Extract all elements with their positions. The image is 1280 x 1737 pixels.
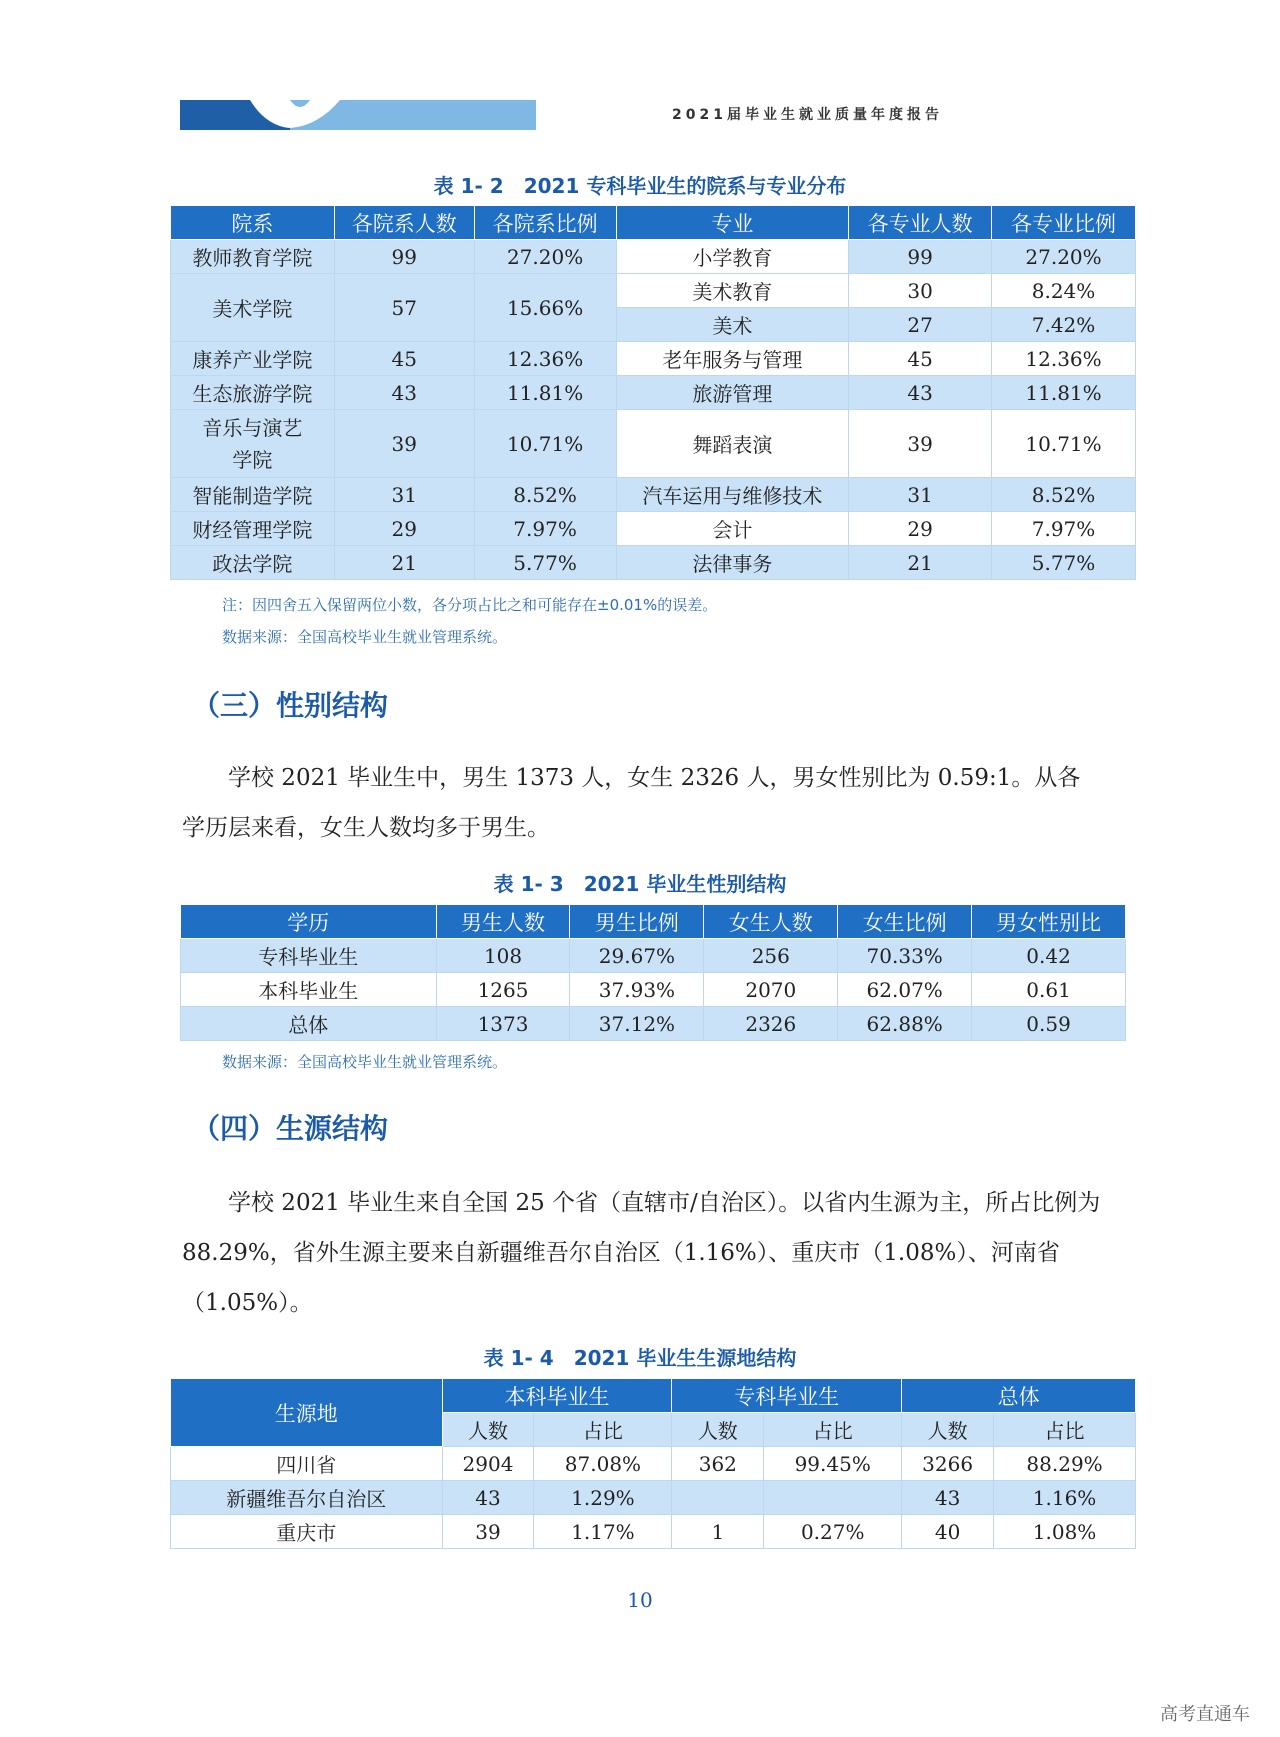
dept-ratio-cell: 7.97% <box>474 512 616 546</box>
table-cell: 3266 <box>902 1447 994 1481</box>
table-row <box>171 274 1136 308</box>
column-header: 生源地 <box>171 1379 443 1447</box>
table-cell: 0.42 <box>972 939 1126 973</box>
table-cell: 88.29% <box>994 1447 1136 1481</box>
column-header: 男生人数 <box>436 905 570 939</box>
section-heading-origin: （四）生源结构 <box>192 1112 389 1145</box>
major-ratio-cell: 8.24% <box>992 274 1136 308</box>
sub-header: 人数 <box>902 1413 994 1447</box>
table-cell: 1.16% <box>994 1481 1136 1515</box>
table-cell: 四川省 <box>171 1447 443 1481</box>
section-heading-gender: （三）性别结构 <box>192 689 389 722</box>
dept-ratio-cell: 10.71% <box>474 410 616 478</box>
column-header: 女生人数 <box>704 905 838 939</box>
table-1-4 <box>170 1378 1136 1549</box>
column-header: 专业 <box>616 206 849 240</box>
table-row <box>171 240 1136 274</box>
table-cell: 1.29% <box>534 1481 672 1515</box>
table-header-row <box>181 905 1126 939</box>
table-cell: 重庆市 <box>171 1515 443 1549</box>
major-count-cell: 45 <box>849 342 992 376</box>
table-header-row <box>171 206 1136 240</box>
major-cell: 美术 <box>616 308 849 342</box>
major-cell: 老年服务与管理 <box>616 342 849 376</box>
major-ratio-cell: 10.71% <box>992 410 1136 478</box>
table-row <box>171 376 1136 410</box>
major-ratio-cell: 7.97% <box>992 512 1136 546</box>
column-header: 男生比例 <box>570 905 704 939</box>
table-cell: 62.88% <box>838 1007 972 1041</box>
table-1-2-note: 注：因四舍五入保留两位小数，各分项占比之和可能存在±0.01%的误差。 <box>222 596 718 614</box>
table-1-3-caption: 表 1- 3 2021 毕业生性别结构 <box>493 872 787 896</box>
major-count-cell: 39 <box>849 410 992 478</box>
table-row <box>181 1007 1126 1041</box>
dept-cell <box>171 410 335 478</box>
dept-cell: 智能制造学院 <box>171 478 335 512</box>
table-cell: 1265 <box>436 973 570 1007</box>
table-header-row <box>171 1379 1136 1413</box>
sub-header: 人数 <box>672 1413 764 1447</box>
table-row <box>171 1481 1136 1515</box>
column-header: 各院系人数 <box>334 206 474 240</box>
major-cell: 美术教育 <box>616 274 849 308</box>
sub-header: 占比 <box>534 1413 672 1447</box>
major-cell: 旅游管理 <box>616 376 849 410</box>
major-cell: 小学教育 <box>616 240 849 274</box>
table-1-2-source: 数据来源：全国高校毕业生就业管理系统。 <box>222 628 508 646</box>
table-cell: 43 <box>442 1481 534 1515</box>
table-cell: 99.45% <box>764 1447 902 1481</box>
table-cell: 1.17% <box>534 1515 672 1549</box>
sub-header: 占比 <box>994 1413 1136 1447</box>
major-count-cell: 31 <box>849 478 992 512</box>
dept-ratio-cell: 5.77% <box>474 546 616 580</box>
header-logo-band <box>180 100 536 130</box>
table-cell: 40 <box>902 1515 994 1549</box>
table-cell: 1 <box>672 1515 764 1549</box>
table-cell: 2904 <box>442 1447 534 1481</box>
origin-paragraph: 学校 2021 毕业生来自全国 25 个省（直辖市/自治区）。以省内生源为主，所占比例为 88.29%，省外生源主要来自新疆维吾尔自治区（1.16%）、重庆市（1.08%）、河南省（1.05%）。 <box>182 1190 1101 1316</box>
major-count-cell: 30 <box>849 274 992 308</box>
dept-cell: 美术学院 <box>171 274 335 342</box>
table-1-2-caption: 表 1- 2 2021 专科毕业生的院系与专业分布 <box>433 174 847 198</box>
table-cell: 本科毕业生 <box>181 973 437 1007</box>
table-cell: 2070 <box>704 973 838 1007</box>
major-ratio-cell: 12.36% <box>992 342 1136 376</box>
major-cell: 汽车运用与维修技术 <box>616 478 849 512</box>
table-cell: 62.07% <box>838 973 972 1007</box>
dept-cell: 生态旅游学院 <box>171 376 335 410</box>
sub-header: 人数 <box>442 1413 534 1447</box>
table-cell: 1373 <box>436 1007 570 1041</box>
dept-count-cell: 57 <box>334 274 474 342</box>
table-row <box>171 1515 1136 1549</box>
dept-count-cell: 99 <box>334 240 474 274</box>
column-header: 男女性别比 <box>972 905 1126 939</box>
dept-cell: 教师教育学院 <box>171 240 335 274</box>
sub-header: 占比 <box>764 1413 902 1447</box>
column-header: 女生比例 <box>838 905 972 939</box>
group-header: 总体 <box>902 1379 1136 1413</box>
major-count-cell: 27 <box>849 308 992 342</box>
table-cell: 39 <box>442 1515 534 1549</box>
dept-count-cell: 43 <box>334 376 474 410</box>
table-cell: 362 <box>672 1447 764 1481</box>
watermark-text: 高考直通车 <box>1160 1704 1250 1725</box>
table-cell: 2326 <box>704 1007 838 1041</box>
dept-count-cell: 39 <box>334 410 474 478</box>
table-row <box>181 939 1126 973</box>
major-count-cell: 43 <box>849 376 992 410</box>
dept-cell: 政法学院 <box>171 546 335 580</box>
table-1-3 <box>180 904 1126 1041</box>
major-ratio-cell: 11.81% <box>992 376 1136 410</box>
table-cell: 43 <box>902 1481 994 1515</box>
table-cell: 87.08% <box>534 1447 672 1481</box>
column-header: 各专业比例 <box>992 206 1136 240</box>
table-cell: 0.61 <box>972 973 1126 1007</box>
table-cell <box>764 1481 902 1515</box>
table-cell: 0.59 <box>972 1007 1126 1041</box>
dept-count-cell: 31 <box>334 478 474 512</box>
table-cell: 总体 <box>181 1007 437 1041</box>
column-header: 各专业人数 <box>849 206 992 240</box>
table-row <box>171 478 1136 512</box>
dept-ratio-cell: 8.52% <box>474 478 616 512</box>
table-row <box>171 512 1136 546</box>
dept-line-2: 学院 <box>232 447 273 472</box>
table-cell: 37.93% <box>570 973 704 1007</box>
major-ratio-cell: 8.52% <box>992 478 1136 512</box>
major-ratio-cell: 7.42% <box>992 308 1136 342</box>
dept-count-cell: 29 <box>334 512 474 546</box>
major-ratio-cell: 27.20% <box>992 240 1136 274</box>
table-row <box>181 973 1126 1007</box>
table-cell: 70.33% <box>838 939 972 973</box>
table-cell: 新疆维吾尔自治区 <box>171 1481 443 1515</box>
table-cell: 108 <box>436 939 570 973</box>
dept-count-cell: 21 <box>334 546 474 580</box>
table-cell: 256 <box>704 939 838 973</box>
table-cell: 专科毕业生 <box>181 939 437 973</box>
major-count-cell: 99 <box>849 240 992 274</box>
table-1-3-source: 数据来源：全国高校毕业生就业管理系统。 <box>222 1053 508 1071</box>
table-row <box>171 546 1136 580</box>
dept-line-1: 音乐与演艺 <box>202 415 303 440</box>
report-title: 2021届毕业生就业质量年度报告 <box>672 107 943 123</box>
column-header: 学历 <box>181 905 437 939</box>
dept-count-cell: 45 <box>334 342 474 376</box>
table-cell: 29.67% <box>570 939 704 973</box>
dept-cell: 康养产业学院 <box>171 342 335 376</box>
group-header: 本科毕业生 <box>442 1379 672 1413</box>
dept-cell: 财经管理学院 <box>171 512 335 546</box>
table-1-2 <box>170 205 1136 580</box>
major-ratio-cell: 5.77% <box>992 546 1136 580</box>
dept-ratio-cell: 11.81% <box>474 376 616 410</box>
table-row <box>171 1447 1136 1481</box>
major-cell: 舞蹈表演 <box>616 410 849 478</box>
table-cell: 37.12% <box>570 1007 704 1041</box>
major-cell: 会计 <box>616 512 849 546</box>
column-header: 院系 <box>171 206 335 240</box>
table-cell: 0.27% <box>764 1515 902 1549</box>
dept-ratio-cell: 27.20% <box>474 240 616 274</box>
major-count-cell: 21 <box>849 546 992 580</box>
major-cell: 法律事务 <box>616 546 849 580</box>
dept-ratio-cell: 12.36% <box>474 342 616 376</box>
page-number: 10 <box>627 1588 653 1612</box>
major-count-cell: 29 <box>849 512 992 546</box>
table-1-4-caption: 表 1- 4 2021 毕业生生源地结构 <box>483 1346 797 1370</box>
table-cell: 1.08% <box>994 1515 1136 1549</box>
gender-paragraph: 学校 2021 毕业生中，男生 1373 人，女生 2326 人，男女性别比为 0.59:1。从各学历层来看，女生人数均多于男生。 <box>182 765 1081 841</box>
table-row <box>171 342 1136 376</box>
table-cell <box>672 1481 764 1515</box>
dept-ratio-cell: 15.66% <box>474 274 616 342</box>
column-header: 各院系比例 <box>474 206 616 240</box>
table-row <box>171 410 1136 478</box>
group-header: 专科毕业生 <box>672 1379 902 1413</box>
